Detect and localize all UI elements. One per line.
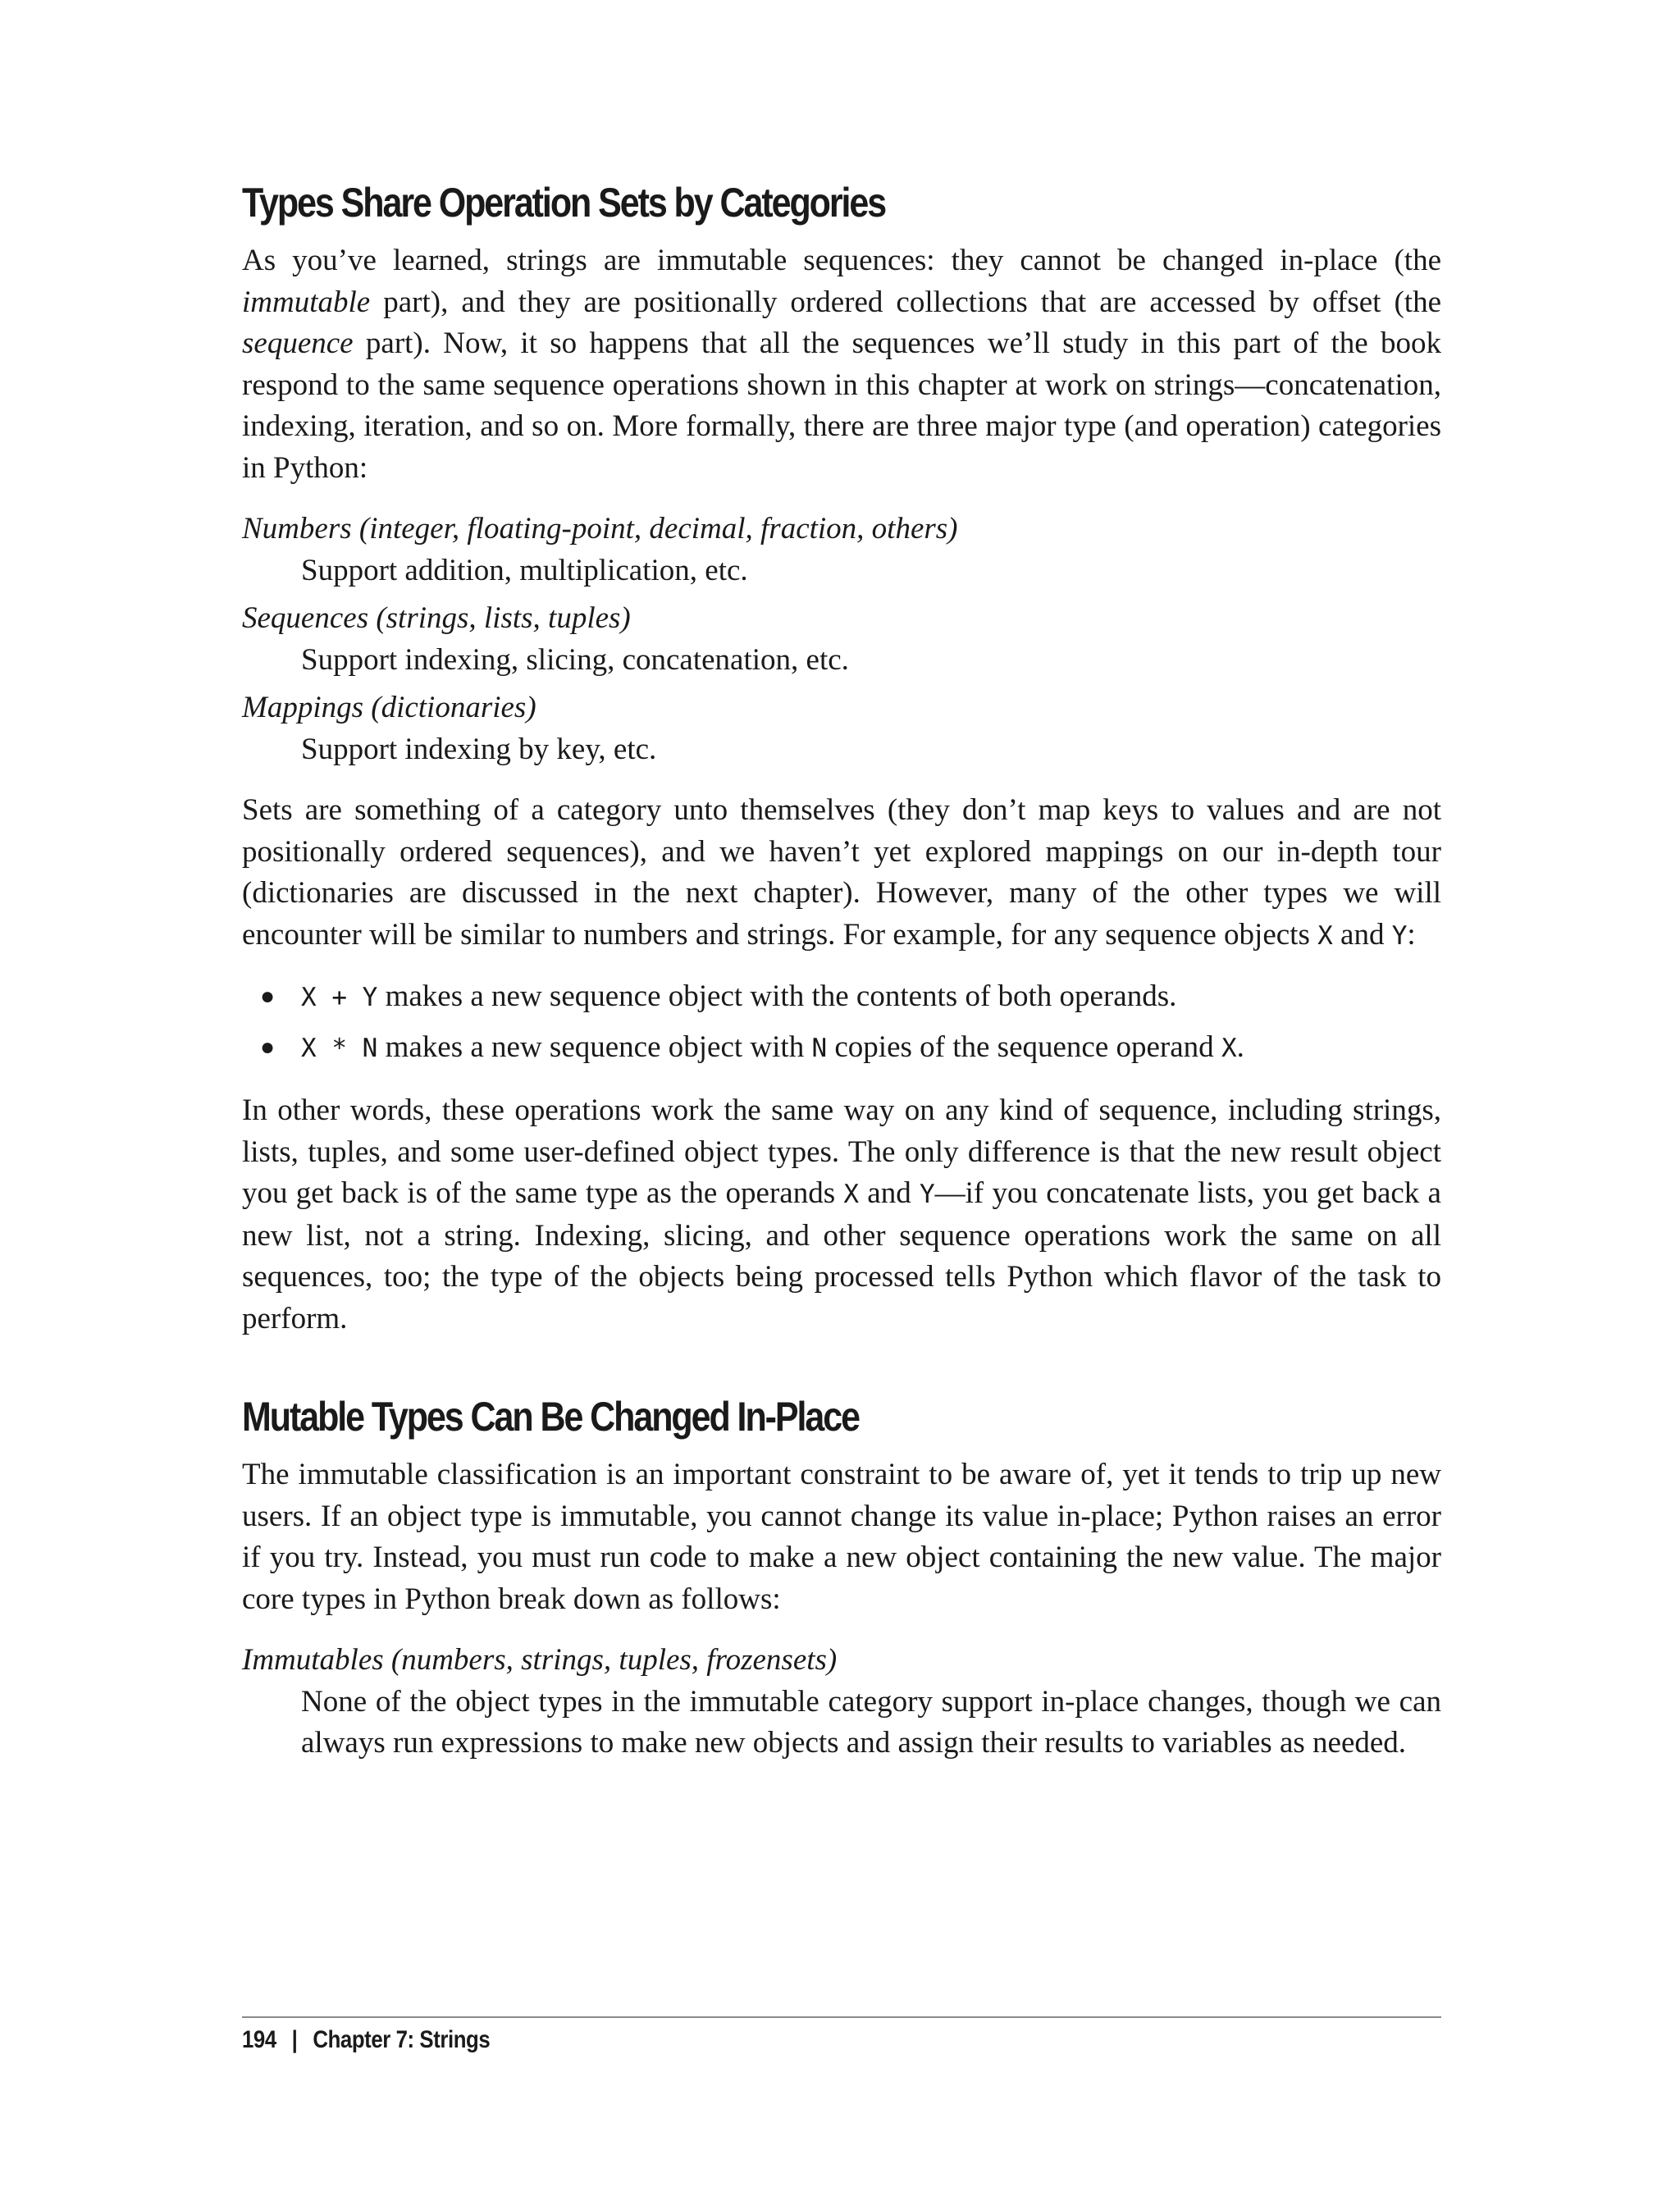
chapter-title: Chapter 7: Strings bbox=[313, 2026, 491, 2053]
list-item bbox=[242, 1027, 1441, 1070]
text-run: : bbox=[1407, 917, 1416, 952]
text-run: Sets are something of a category unto themselves (they don’t map keys to values and are not positionally ordered sequences), and we haven’t yet explored mappings on our in-depth tour (dictionaries are discussed in the next chapter). However, many of the other types we will encounter will be similar to numbers and strings. For example, for any sequence objects bbox=[242, 793, 1441, 952]
footer-divider bbox=[242, 2016, 1441, 2018]
text-run: As you’ve learned, strings are immutable sequences: they cannot be changed in-place (the bbox=[242, 244, 1441, 277]
inline-code-x-plus-y: X + Y bbox=[301, 983, 378, 1012]
mutable-intro-paragraph: The immutable classification is an important constraint to be aware of, yet it tends to trip up new users. If an object type is immutable, you cannot change its value in-place; Python raises an error if you try. Instead, you must run code to make a new object containing the new value. The major core types in Python break down as follows: bbox=[242, 1458, 1441, 1616]
text-run: —if you concatenate lists, you get back a new list, not a string. Indexing, slicing, and other sequence operations work the same on all sequences, too; the type of the objects being processed tells Python which flavor of the task to perform. bbox=[242, 1176, 1441, 1335]
operations-bullet-list bbox=[242, 976, 1441, 1069]
page-content bbox=[242, 176, 1441, 1784]
bullet-icon: ● bbox=[260, 1033, 276, 1061]
bullet-icon: ● bbox=[260, 983, 276, 1010]
page-footer bbox=[242, 2026, 490, 2054]
category-desc-mappings: Support indexing by key, etc. bbox=[301, 732, 657, 766]
category-term-mappings: Mappings (dictionaries) bbox=[242, 691, 536, 724]
inline-code-x: X bbox=[1221, 1033, 1237, 1063]
inline-code-y: Y bbox=[919, 1180, 935, 1209]
inline-code-n: N bbox=[811, 1033, 828, 1063]
text-run: copies of the sequence operand bbox=[827, 1029, 1221, 1064]
inline-code-y: Y bbox=[1391, 920, 1408, 951]
page-number: 194 bbox=[242, 2026, 276, 2053]
inline-code-x: X bbox=[843, 1180, 860, 1209]
text-run: In other words, these operations work the same way on any kind of sequence, including strings, lists, tuples, and some user-defined object types. The only difference is that the new result object you get back is of the same type as the operands bbox=[242, 1093, 1441, 1210]
emphasis-sequence: sequence bbox=[242, 326, 354, 360]
category-desc-immutables: None of the object types in the immutable category support in-place changes, though we can always run expressions to make new objects and assign their results to variables as needed. bbox=[301, 1684, 1441, 1760]
list-item bbox=[242, 976, 1441, 1019]
category-term-sequences: Sequences (strings, lists, tuples) bbox=[242, 601, 631, 635]
inline-code-x: X bbox=[1317, 920, 1333, 951]
inline-code-x-times-n: X * N bbox=[301, 1033, 378, 1063]
text-run: and bbox=[859, 1176, 920, 1210]
text-run: makes a new sequence object with bbox=[377, 1029, 812, 1064]
category-term-immutables: Immutables (numbers, strings, tuples, frozensets) bbox=[242, 1643, 838, 1677]
mutability-categories-list bbox=[242, 1640, 1441, 1764]
emphasis-immutable: immutable bbox=[242, 285, 371, 319]
footer-separator: | bbox=[291, 2026, 298, 2053]
text-run: . bbox=[1236, 1029, 1244, 1064]
section-heading-mutable-types: Mutable Types Can Be Changed In-Place bbox=[242, 1394, 859, 1440]
category-desc-sequences: Support indexing, slicing, concatenation, etc. bbox=[301, 642, 849, 677]
text-run: and bbox=[1332, 917, 1392, 952]
intro-paragraph bbox=[242, 240, 1441, 489]
type-categories-list bbox=[242, 509, 1441, 770]
category-desc-numbers: Support addition, multiplication, etc. bbox=[301, 553, 748, 587]
category-term-numbers: Numbers (integer, floating-point, decimal, fraction, others) bbox=[242, 512, 958, 546]
text-run: makes a new sequence object with the contents of both operands. bbox=[377, 979, 1177, 1013]
section-heading-types-share-operation-sets: Types Share Operation Sets by Categories bbox=[242, 180, 886, 226]
summary-paragraph bbox=[242, 1090, 1441, 1340]
sets-paragraph bbox=[242, 790, 1441, 956]
text-run: part). Now, it so happens that all the sequences we’ll study in this part of the book respond to the same sequence operations shown in this chapter at work on strings—concatenation, indexing, iteration, and so on. More formally, there are three major type (and operation) categories in Python: bbox=[242, 326, 1441, 485]
text-run: part), and they are positionally ordered collections that are accessed by offset (the bbox=[370, 285, 1441, 319]
